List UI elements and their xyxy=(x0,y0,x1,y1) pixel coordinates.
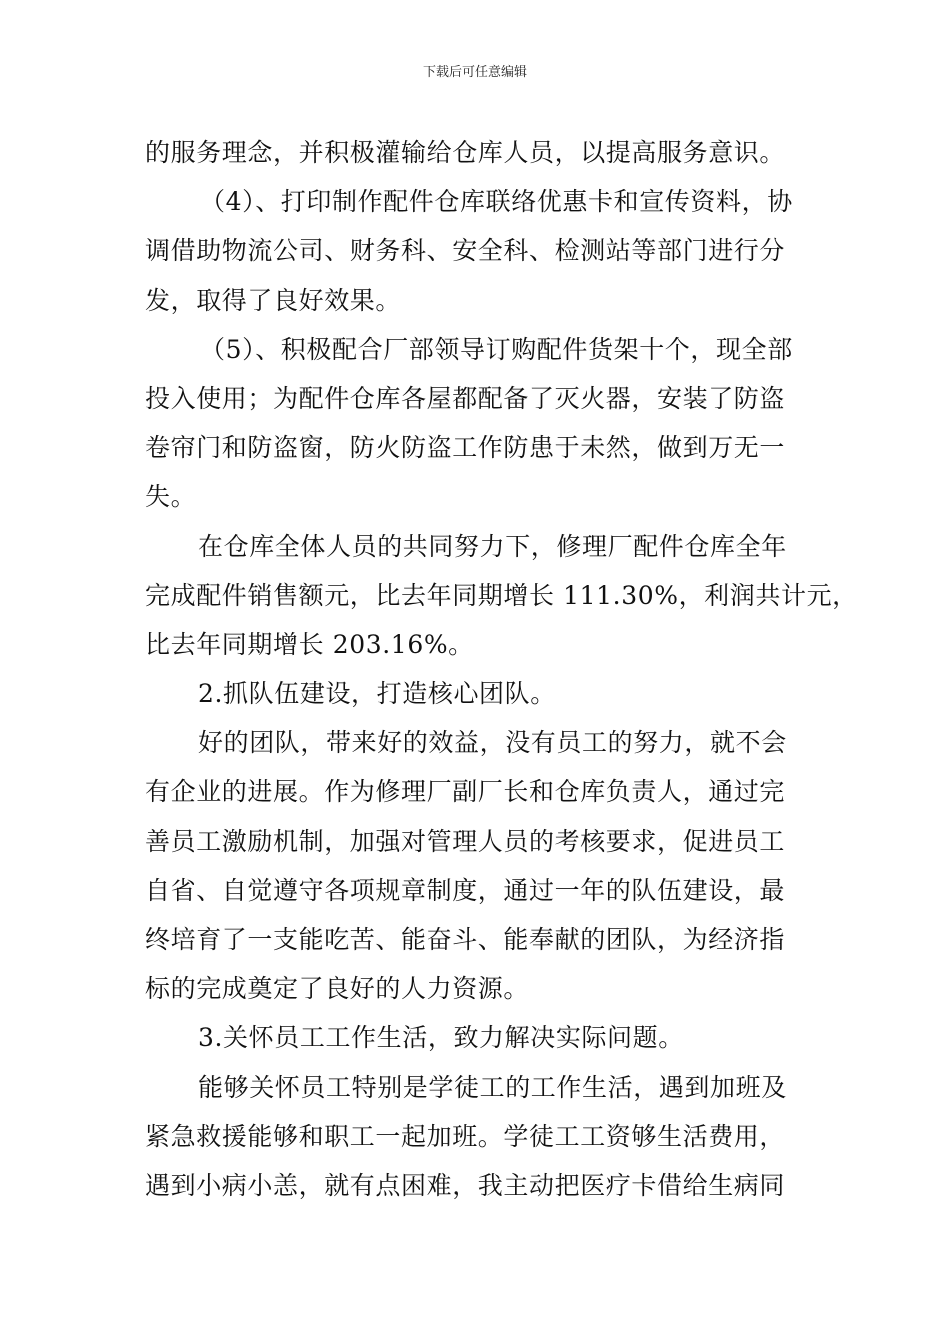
text-line: 投入使用；为配件仓库各屋都配备了灭火器，安装了防盗 xyxy=(145,383,786,413)
section-heading: 2.抓队伍建设，打造核心团队。 xyxy=(198,679,556,709)
text-line: 自省、自觉遵守各项规章制度，通过一年的队伍建设，最 xyxy=(145,875,786,905)
page-header: 下载后可任意编辑 xyxy=(422,65,527,80)
text-line: 失。 xyxy=(145,482,197,512)
text-line: 遇到小病小恙，就有点困难，我主动把医疗卡借给生病同 xyxy=(145,1170,786,1200)
text-line: 卷帘门和防盗窗，防火防盗工作防患于未然，做到万无一 xyxy=(145,433,786,463)
text-line: 调借助物流公司、财务科、安全科、检测站等部门进行分 xyxy=(145,236,786,266)
text-line: 好的团队，带来好的效益，没有员工的努力，就不会 xyxy=(198,728,787,758)
document-body xyxy=(145,128,858,1210)
text-line: 善员工激励机制，加强对管理人员的考核要求，促进员工 xyxy=(145,826,786,856)
text-line: 终培育了一支能吃苦、能奋斗、能奉献的团队，为经济指 xyxy=(145,925,786,954)
text-line: 紧急救援能够和职工一起加班。学徒工工资够生活费用， xyxy=(145,1121,786,1151)
text-line: 的服务理念，并积极灌输给仓库人员，以提高服务意识。 xyxy=(145,138,786,167)
text-line: 标的完成奠定了良好的人力资源。 xyxy=(145,974,530,1004)
text-line: 能够关怀员工特别是学徒工的工作生活，遇到加班及 xyxy=(198,1072,787,1102)
text-line: （5）、积极配合厂部领导订购配件货架十个，现全部 xyxy=(200,334,793,364)
text-line: 在仓库全体人员的共同努力下，修理厂配件仓库全年 xyxy=(198,531,787,561)
text-line: 发，取得了良好效果。 xyxy=(145,285,402,315)
text-line: （4）、打印制作配件仓库联络优惠卡和宣传资料，协 xyxy=(200,187,793,217)
text-line: 完成配件销售额元，比去年同期增长 111.30%，利润共计元， xyxy=(145,580,858,610)
section-heading: 3.关怀员工工作生活，致力解决实际问题。 xyxy=(198,1023,684,1053)
text-line: 有企业的进展。作为修理厂副厂长和仓库负责人，通过完 xyxy=(145,777,786,807)
text-line: 比去年同期增长 203.16%。 xyxy=(145,629,474,659)
